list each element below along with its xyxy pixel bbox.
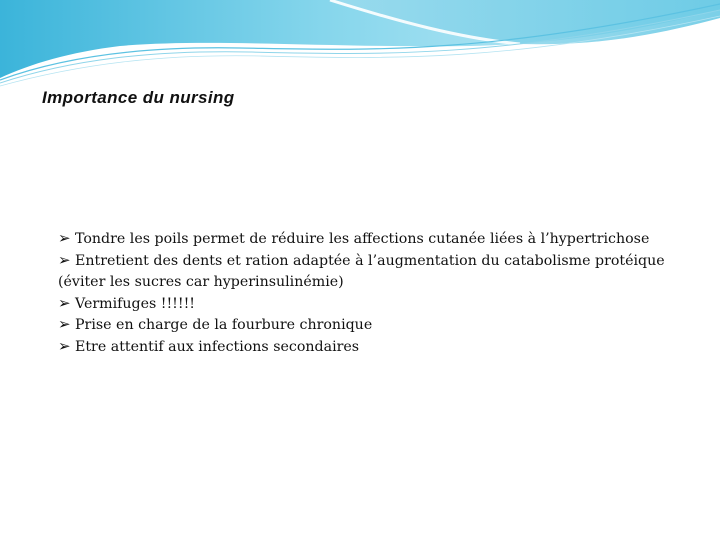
arrow-bullet-icon: ➢ (58, 315, 71, 334)
list-item-text: Entretient des dents et ration adaptée à l’augmentation du catabolisme protéique (éviter les sucres car hyperinsulinémie) (58, 252, 665, 291)
list-item-text: Tondre les poils permet de réduire les affections cutanée liées à l’hypertrichose (75, 231, 650, 247)
list-item (58, 315, 698, 337)
header-wave-decoration (0, 0, 720, 90)
list-item-text: Etre attentif aux infections secondaires (75, 338, 360, 355)
bullet-list (58, 229, 698, 359)
list-item (58, 294, 698, 316)
list-item-text: Vermifuges !!!!!! (75, 295, 195, 312)
slide-title: Importance du nursing (42, 88, 235, 107)
arrow-bullet-icon: ➢ (58, 250, 71, 269)
arrow-bullet-icon: ➢ (58, 229, 71, 247)
arrow-bullet-icon: ➢ (58, 336, 71, 355)
list-item (58, 337, 698, 359)
arrow-bullet-icon: ➢ (58, 293, 71, 312)
list-item-text: Prise en charge de la fourbure chronique (75, 317, 373, 334)
list-item (58, 251, 698, 294)
list-item (58, 229, 698, 251)
